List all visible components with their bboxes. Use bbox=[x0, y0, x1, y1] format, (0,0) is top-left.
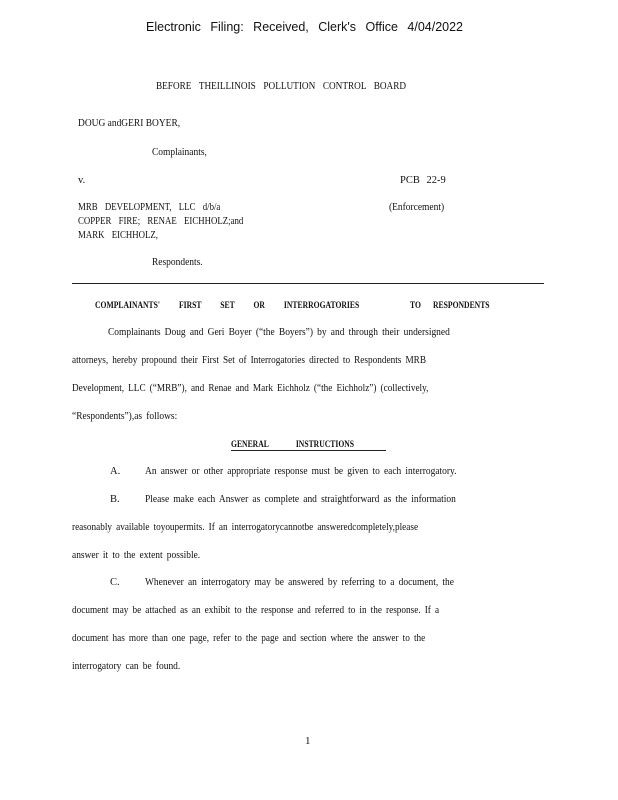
instruction-c-line-2: document may be attached as an exhibit to the response and referred to in the response. If a bbox=[72, 605, 440, 616]
respondents-line-1: MRB DEVELOPMENT, LLC d/b/a bbox=[78, 202, 221, 213]
document-title-continued: TO RESPONDENTS bbox=[410, 300, 490, 310]
enforcement-label: (Enforcement) bbox=[389, 202, 445, 213]
court-heading: BEFORE THEILLINOIS POLLUTION CONTROL BOARD bbox=[156, 81, 407, 92]
instruction-b-line-1: Please make each Answer as complete and straightforward as the information bbox=[145, 494, 456, 505]
instruction-b-line-3: answer it to the extent possible. bbox=[72, 550, 201, 561]
filing-stamp-header: Electronic Filing: Received, Clerk's Office 4/04/2022 bbox=[146, 20, 464, 34]
general-instructions-heading: GENERAL INSTRUCTIONS bbox=[231, 439, 355, 449]
instruction-b-line-2: reasonably available toyoupermits. If an interrogatorycannotbe answeredcompletely,please bbox=[72, 522, 419, 533]
intro-line-1: Complainants Doug and Geri Boyer (“the Boyers”) by and through their undersigned bbox=[108, 327, 450, 338]
respondents-line-2: COPPER FIRE; RENAE EICHHOLZ;and bbox=[78, 216, 244, 227]
document-title: COMPLAINANTS' FIRST SET OR INTERROGATORIES bbox=[95, 300, 360, 310]
intro-line-4: “Respondents”),as follows: bbox=[72, 411, 178, 422]
instruction-c-line-1: Whenever an interrogatory may be answered by referring to a document, the bbox=[145, 577, 454, 588]
instruction-a-line-1: An answer or other appropriate response must be given to each interrogatory. bbox=[145, 466, 457, 477]
page-number: 1 bbox=[305, 735, 311, 747]
complainants-label: Complainants, bbox=[152, 147, 207, 158]
intro-line-3: Development, LLC (“MRB”), and Renae and Mark Eichholz (“the Eichholz”) (collectively, bbox=[72, 383, 429, 394]
case-number: PCB 22-9 bbox=[400, 175, 446, 186]
complainants-names: DOUG andGERI BOYER, bbox=[78, 118, 181, 129]
instruction-c-line-3: document has more than one page, refer to the page and section where the answer to the bbox=[72, 633, 426, 644]
respondents-label: Respondents. bbox=[152, 257, 203, 268]
instruction-a-letter: A. bbox=[110, 466, 121, 477]
heading-underline bbox=[231, 450, 386, 451]
caption-divider bbox=[72, 283, 544, 284]
respondents-line-3: MARK EICHHOLZ, bbox=[78, 230, 159, 241]
instruction-c-line-4: interrogatory can be found. bbox=[72, 661, 181, 672]
instruction-c-letter: C. bbox=[110, 577, 120, 588]
instruction-b-letter: B. bbox=[110, 494, 120, 505]
intro-line-2: attorneys, hereby propound their First Set of Interrogatories directed to Respondents MRB bbox=[72, 355, 426, 366]
versus: v. bbox=[78, 175, 86, 186]
